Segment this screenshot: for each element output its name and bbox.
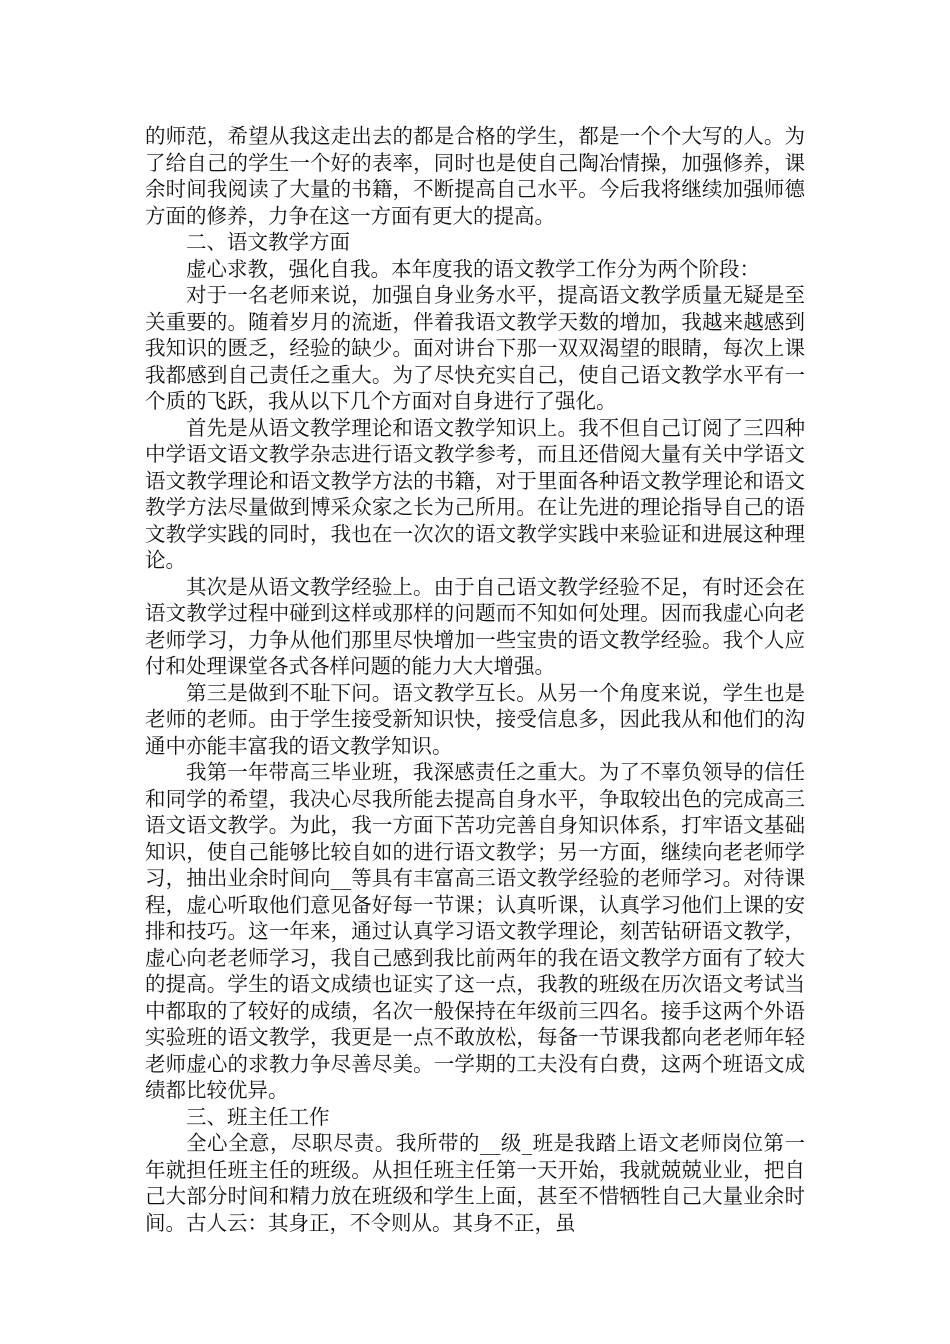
body-text — [145, 123, 805, 1236]
paragraph: 全心全意，尽职尽责。我所带的__级_班是我踏上语文老师岗位第一年就担任班主任的班级。从担任班主任第一天开始，我就兢兢业业，把自己大部分时间和精力放在班级和学生上面，甚至不惜牺牲自己大量业余时间。古人云：其身正，不令则从。其身不正，虽 — [145, 1131, 805, 1235]
paragraph-continued: 的师范，希望从我这走出去的都是合格的学生，都是一个个大写的人。为了给自己的学生一个好的表率，同时也是使自己陶冶情操，加强修养，课余时间我阅读了大量的书籍，不断提高自己水平。今后我将继续加强师德方面的修养，力争在这一方面有更大的提高。 — [145, 124, 805, 228]
paragraph: 第三是做到不耻下问。语文教学互长。从另一个角度来说，学生也是老师的老师。由于学生接受新知识快，接受信息多，因此我从和他们的沟通中亦能丰富我的语文教学知识。 — [145, 680, 805, 758]
paragraph: 其次是从语文教学经验上。由于自己语文教学经验不足，有时还会在语文教学过程中碰到这样或那样的问题而不知如何处理。因而我虚心向老老师学习，力争从他们那里尽快增加一些宝贵的语文教学经验。我个人应付和处理课堂各式各样问题的能力大大增强。 — [145, 574, 805, 678]
section-heading-class-teacher: 三、班主任工作 — [186, 1104, 330, 1129]
paragraph: 对于一名老师来说，加强自身业务水平，提高语文教学质量无疑是至关重要的。随着岁月的流逝，伴着我语文教学天数的增加，我越来越感到我知识的匮乏，经验的缺少。面对讲台下那一双双渴望的眼睛，每次上课我都感到自己责任之重大。为了尽快充实自己，使自己语文教学水平有一个质的飞跃，我从以下几个方面对自身进行了强化。 — [145, 283, 805, 413]
paragraph: 首先是从语文教学理论和语文教学知识上。我不但自己订阅了三四种中学语文语文教学杂志进行语文教学参考，而且还借阅大量有关中学语文语文教学理论和语文教学方法的书籍，对于里面各种语文教学理论和语文教学方法尽量做到博采众家之长为己所用。在让先进的理论指导自己的语文教学实践的同时，我也在一次次的语文教学实践中来验证和进展这种理论。 — [145, 415, 805, 572]
section-heading-chinese-teaching: 二、语文教学方面 — [186, 230, 350, 254]
paragraph: 我第一年带高三毕业班，我深感责任之重大。为了不辜负领导的信任和同学的希望，我决心尽我所能去提高自身水平，争取较出色的完成高三语文语文教学。为此，我一方面下苦功完善自身知识体系，打牢语文基础知识，使自己能够比较自如的进行语文教学；另一方面，继续向老老师学习，抽出业余时间向__等具有丰富高三语文教学经验的老师学习。对待课程，虚心听取他们意见备好每一节课；认真听课，认真学习他们上课的安排和技巧。这一年来，通过认真学习语文教学理论，刻苦钻研语文教学，虚心向老老师学习，我自己感到我比前两年的我在语文教学方面有了较大的提高。学生的语文成绩也证实了这一点，我教的班级在历次语文考试当中都取的了较好的成绩，名次一般保持在年级前三四名。接手这两个外语实验班的语文教学，我更是一点不敢放松，每备一节课我都向老老师年轻老师虚心的求教力争尽善尽美。一学期的工夫没有白费，这两个班语文成绩都比较优异。 — [145, 760, 805, 1102]
paragraph: 虚心求教，强化自我。本年度我的语文教学工作分为两个阶段： — [186, 256, 760, 281]
